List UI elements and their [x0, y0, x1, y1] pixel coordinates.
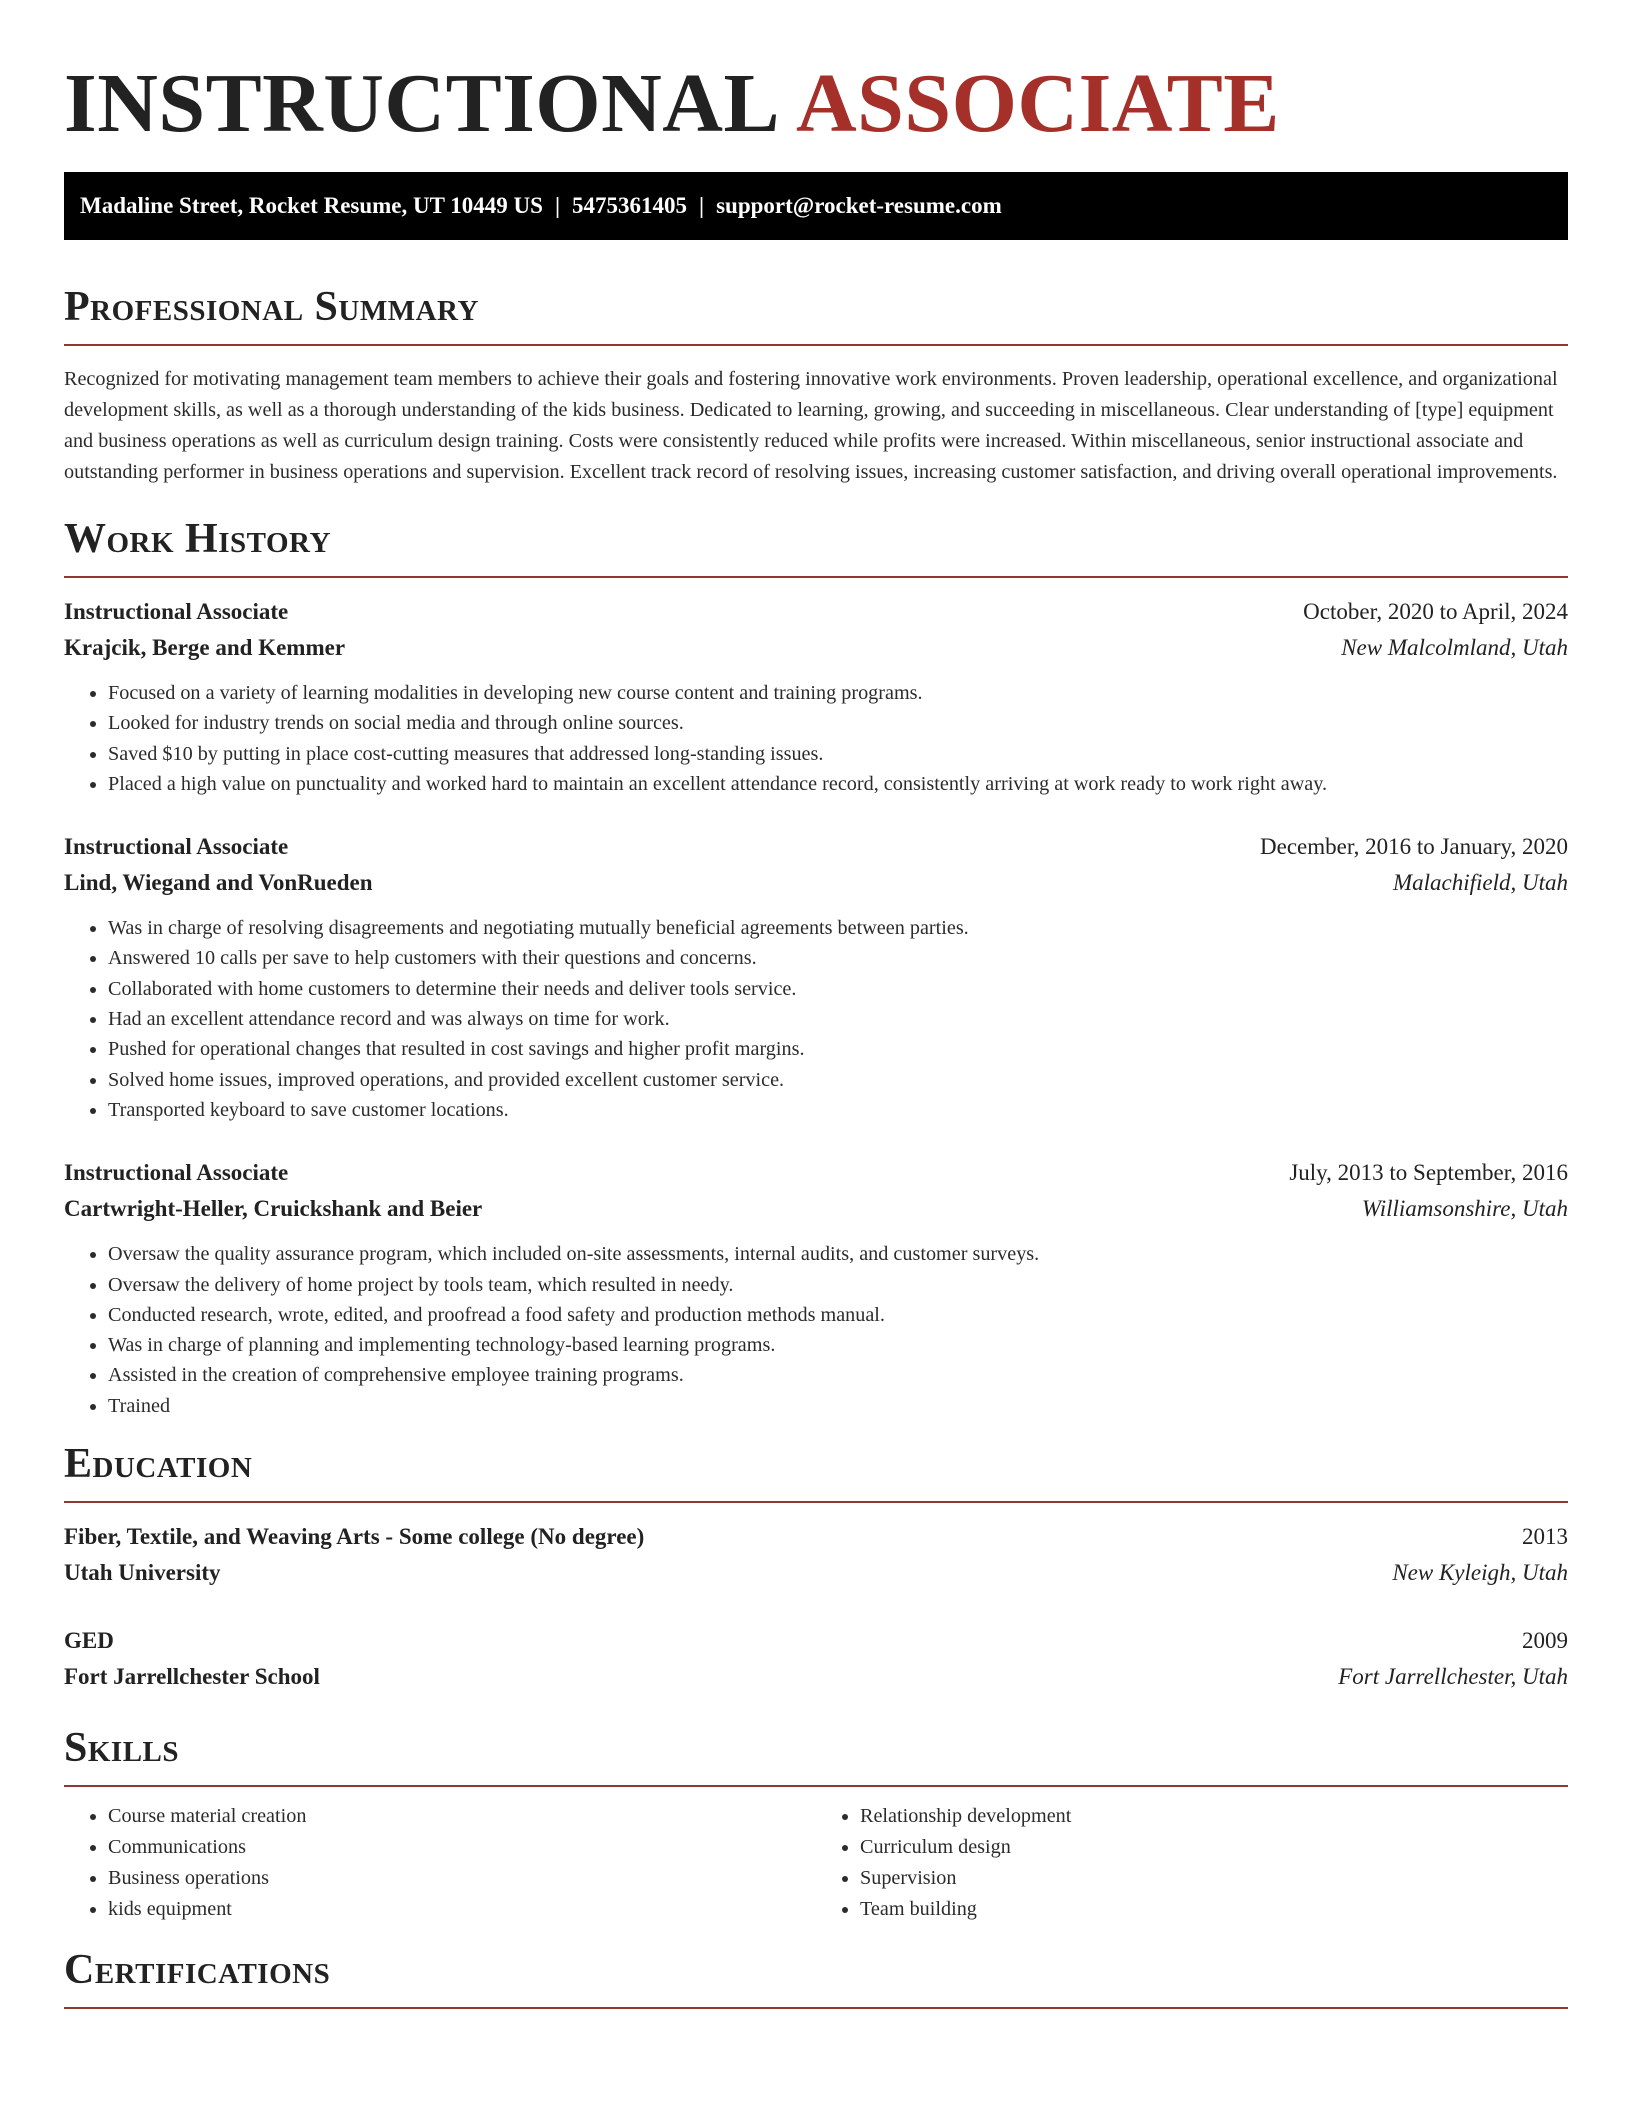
skill-item: • kids equipment: [108, 1894, 816, 1925]
job-company: Lind, Wiegand and VonRueden: [64, 870, 373, 896]
education-year: 2009: [1522, 1628, 1568, 1654]
education-entry: [64, 1519, 1568, 1591]
job-entry: [64, 594, 1568, 799]
list-item: • Saved $10 by putting in place cost-cutting measures that addressed long-standing issues.: [108, 739, 1568, 769]
job-entry: [64, 829, 1568, 1125]
job-location: Williamsonshire, Utah: [1361, 1196, 1568, 1222]
list-item: • Collaborated with home customers to determine their needs and deliver tools service.: [108, 974, 1568, 1004]
summary-heading: Professional Summary: [64, 284, 1568, 346]
education-degree-row: [64, 1623, 1568, 1659]
job-bullets: [64, 678, 1568, 799]
education-heading: Education: [64, 1441, 1568, 1503]
list-item: • Oversaw the delivery of home project by tools team, which resulted in needy.: [108, 1270, 1568, 1300]
skill-item: • Team building: [860, 1894, 1568, 1925]
skills-column-2: [816, 1801, 1568, 1925]
list-item: • Pushed for operational changes that resulted in cost savings and higher profit margins.: [108, 1034, 1568, 1064]
education-school: Utah University: [64, 1560, 221, 1586]
education-location: New Kyleigh, Utah: [1392, 1560, 1568, 1586]
job-dates: December, 2016 to January, 2020: [1260, 834, 1568, 860]
job-company-row: [64, 1191, 1568, 1227]
list-item: • Answered 10 calls per save to help customers with their questions and concerns.: [108, 943, 1568, 973]
work-history-heading: Work History: [64, 516, 1568, 578]
education-degree: Fiber, Textile, and Weaving Arts - Some college (No degree): [64, 1524, 645, 1550]
education-degree: GED: [64, 1628, 114, 1654]
skill-item: • Supervision: [860, 1863, 1568, 1894]
skill-item: • Business operations: [108, 1863, 816, 1894]
contact-phone: 5475361405: [572, 193, 688, 218]
education-degree-row: [64, 1519, 1568, 1555]
resume-content: [64, 52, 1568, 2009]
job-company-row: [64, 630, 1568, 666]
job-location: New Malcolmland, Utah: [1341, 635, 1568, 660]
education-entry: [64, 1623, 1568, 1695]
skill-item: • Curriculum design: [860, 1832, 1568, 1863]
education-location: Fort Jarrellchester, Utah: [1338, 1664, 1568, 1690]
skills-column-1: [64, 1801, 816, 1925]
list-item: • Oversaw the quality assurance program, which included on-site assessments, internal audits, and customer surveys.: [108, 1239, 1568, 1269]
job-title-row: [64, 829, 1568, 865]
job-dates: July, 2013 to September, 2016: [1289, 1160, 1568, 1186]
job-company: Krajcik, Berge and Kemmer: [64, 635, 346, 660]
job-title: Instructional Associate: [64, 834, 289, 860]
job-entry: [64, 1155, 1568, 1421]
skills-list: [64, 1801, 1568, 1925]
list-item: • Trained: [108, 1391, 1568, 1421]
job-company-row: [64, 865, 1568, 901]
job-title: Instructional Associate: [64, 1160, 289, 1186]
list-item: • Conducted research, wrote, edited, and proofread a food safety and production methods manual.: [108, 1300, 1568, 1330]
job-location: Malachifield, Utah: [1392, 870, 1568, 896]
job-bullets: [64, 1239, 1568, 1421]
summary-text: Recognized for motivating management team members to achieve their goals and fostering innovative work environments. Proven leadership, operational excellence, and organizational development skills, as well as a thorough understanding of the kids business. Dedicated to learning, growing, and succeeding in miscellaneous. Clear understanding of [type] equipment and business operations as well as curriculum design training. Costs were consistently reduced while profits were increased. Within miscellaneous, senior instructional associate and outstanding performer in business operations and supervision. Excellent track record of resolving issues, increasing customer satisfaction, and driving overall operational improvements.: [64, 368, 1558, 483]
contact-separator: |: [554, 193, 561, 218]
education-school: Fort Jarrellchester School: [64, 1664, 320, 1690]
job-dates: October, 2020 to April, 2024: [1303, 599, 1568, 624]
list-item: • Had an excellent attendance record and was always on time for work.: [108, 1004, 1568, 1034]
list-item: • Assisted in the creation of comprehensive employee training programs.: [108, 1360, 1568, 1390]
resume-title: [64, 52, 1568, 156]
title-part-1: INSTRUCTIONAL: [64, 57, 780, 150]
job-bullets: [64, 913, 1568, 1125]
title-part-2: ASSOCIATE: [796, 57, 1280, 150]
skill-item: • Relationship development: [860, 1801, 1568, 1832]
job-title: Instructional Associate: [64, 599, 289, 624]
list-item: • Transported keyboard to save customer locations.: [108, 1095, 1568, 1125]
list-item: • Looked for industry trends on social media and through online sources.: [108, 708, 1568, 738]
skill-item: • Course material creation: [108, 1801, 816, 1832]
contact-address: Madaline Street, Rocket Resume, UT 10449 US: [80, 193, 543, 218]
job-company: Cartwright-Heller, Cruickshank and Beier: [64, 1196, 483, 1222]
list-item: • Was in charge of resolving disagreements and negotiating mutually beneficial agreements between parties.: [108, 913, 1568, 943]
list-item: • Solved home issues, improved operations, and provided excellent customer service.: [108, 1065, 1568, 1095]
contact-bar: [64, 172, 1568, 240]
list-item: • Placed a high value on punctuality and worked hard to maintain an excellent attendance record, consistently arriving at work ready to work right away.: [108, 769, 1568, 799]
contact-separator: |: [699, 193, 705, 218]
education-school-row: [64, 1659, 1568, 1695]
list-item: • Focused on a variety of learning modalities in developing new course content and training programs.: [108, 678, 1568, 708]
education-year: 2013: [1522, 1524, 1568, 1550]
list-item: • Was in charge of planning and implementing technology-based learning programs.: [108, 1330, 1568, 1360]
job-title-row: [64, 594, 1568, 630]
education-school-row: [64, 1555, 1568, 1591]
job-title-row: [64, 1155, 1568, 1191]
skill-item: • Communications: [108, 1832, 816, 1863]
contact-email[interactable]: support@rocket-resume.com: [716, 193, 1002, 218]
skills-heading: Skills: [64, 1725, 1568, 1787]
certifications-heading: Certifications: [64, 1947, 1568, 2009]
